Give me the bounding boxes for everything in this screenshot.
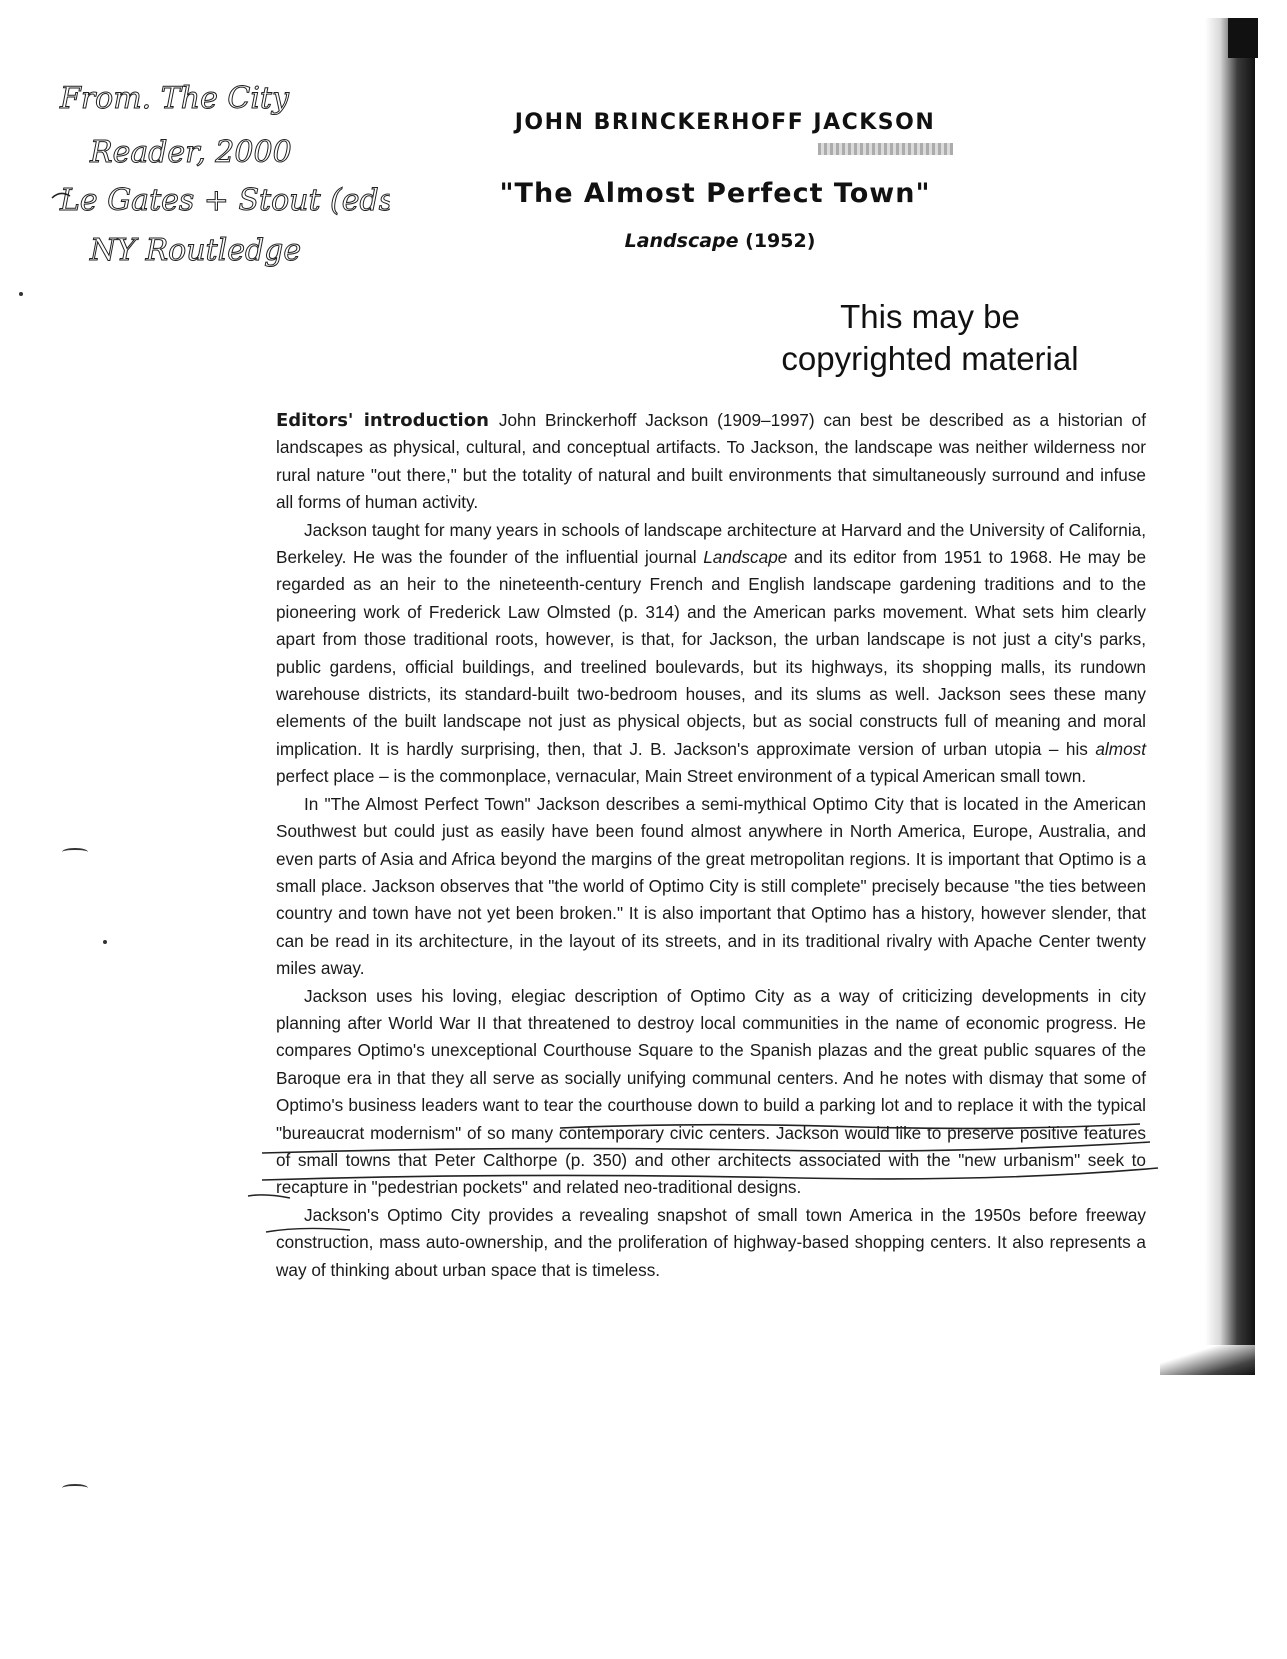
paragraph-1 (276, 407, 1146, 517)
paragraph-5: Jackson's Optimo City provides a revealing snapshot of small town America in the 1950s before freeway construction, mass auto-ownership, and the proliferation of highway-based shopping centers. It also represents a way of thinking about urban space that is timeless. (276, 1204, 1146, 1280)
paragraph-2-part-b: and its editor from 1951 to 1968. He may be regarded as an heir to the nineteenth-century French and English landscape gardening traditions and to the pioneering work of Frederick Law Olmsted (p. 314) and the American parks movement. What sets him clearly apart from those traditional roots, however, is that, for Jackson, the urban landscape is not just a city's parks, public gardens, official buildings, and treelined boulevards, but its highways, its shopping malls, its rundown warehouse districts, its standard-built two-bedroom houses, and its slums as well. Jackson sees these many elements of the built landscape not just as physical objects, but as social constructs full of meaning and moral implication. It is hardly surprising, then, that J. B. Jackson's approximate version of urban utopia – his (276, 547, 1147, 759)
paragraph-2-italic-2: almost (1095, 738, 1146, 759)
paragraph-2-part-a: Jackson taught for many years in schools of landscape architecture at Harvard and the University of California, Berkeley. He was the founder of the influential journal (276, 519, 1146, 568)
paragraph-3: In "The Almost Perfect Town" Jackson describes a semi-mythical Optimo City that is located in the American Southwest but could just as easily have been found almost anywhere in North America, Europe, Australia, and even parts of Asia and Africa beyond the margins of the great metropolitan regions. It is important that Optimo is a small place. Jackson observes that "the world of Optimo City is still complete" precisely because "the ties between country and town have not yet been broken." It is also important that Optimo has a history, however slender, that can be read in its architecture, in the layout of its streets, and in its traditional rivalry with Apache Center twenty miles away. (276, 793, 1146, 979)
paragraph-2 (276, 517, 1146, 791)
copyright-line-1: This may be (840, 298, 1020, 335)
body-text (276, 407, 1146, 1284)
scan-speck-1 (103, 940, 107, 944)
source-line (560, 230, 880, 252)
source-year: (1952) (745, 230, 816, 252)
scanner-edge-top (1228, 18, 1258, 58)
margin-mark-1 (62, 848, 88, 856)
lead-label: Editors' introduction (276, 410, 489, 431)
handwriting-line-1: From. The City (60, 81, 289, 116)
scanner-edge-foot (1160, 1345, 1255, 1375)
margin-mark-2 (62, 1484, 88, 1492)
scan-speck-2 (19, 292, 23, 296)
copyright-line-2: copyrighted material (781, 340, 1079, 377)
scan-smudge (818, 143, 953, 155)
copyright-stamp (750, 296, 1110, 380)
essay-title: "The Almost Perfect Town" (499, 178, 931, 209)
handwriting-line-3: Le Gates + Stout (eds) (60, 183, 390, 218)
handwritten-annotation (50, 70, 390, 280)
paragraph-2-italic-1: Landscape (703, 547, 788, 568)
author-name: JOHN BRINCKERHOFF JACKSON (514, 110, 936, 135)
source-journal: Landscape (624, 230, 739, 252)
paragraph-1-text: John Brinckerhoff Jackson (1909–1997) can best be described as a historian of landscapes as physical, cultural, and conceptual artifacts. To Jackson, the landscape was neither wilderness nor rural nature "out there," but the totality of natural and built environments that simultaneously surround and infuse all forms of human activity. (276, 410, 1146, 513)
handwriting-line-4: NY Routledge (90, 233, 302, 268)
handwriting-svg (50, 70, 390, 280)
scanner-edge-shadow (1205, 18, 1255, 1370)
paragraph-4: Jackson uses his loving, elegiac description of Optimo City as a way of criticizing developments in city planning after World War II that threatened to destroy local communities in the name of economic progress. He compares Optimo's unexceptional Courthouse Square to the Spanish plazas and the great public squares of the Baroque era in that they all serve as socially unifying communal centers. And he notes with dismay that some of Optimo's business leaders want to tear the courthouse down to build a parking lot and to replace it with the typical "bureaucrat modernism" of so many contemporary civic centers. Jackson would like to preserve positive features of small towns that Peter Calthorpe (p. 350) and other architects associated with the "new urbanism" seek to recapture in "pedestrian pockets" and related neo-traditional designs. (276, 985, 1146, 1198)
paragraph-2-part-c: perfect place – is the commonplace, vernacular, Main Street environment of a typical American small town. (276, 766, 1087, 787)
handwriting-line-2: Reader, 2000 (90, 135, 292, 170)
